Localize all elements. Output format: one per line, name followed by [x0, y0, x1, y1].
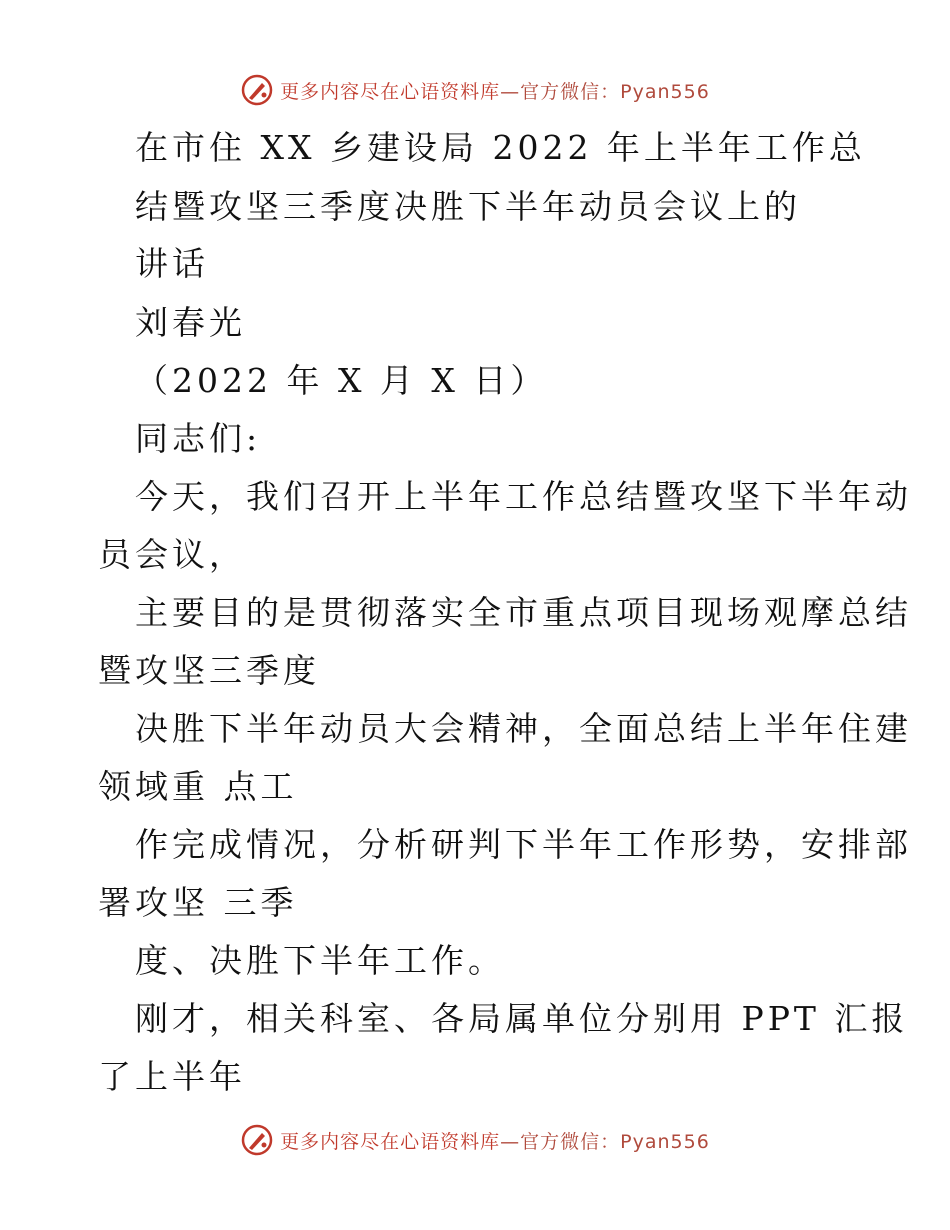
salutation: 同志们: [135, 419, 262, 458]
paragraph-line: 作完成情况，分析研判下半年工作形势，安排部 [135, 825, 912, 864]
paragraph-line: 署攻坚 三季 [98, 883, 298, 922]
footer-watermark-banner [0, 1120, 950, 1160]
paragraph-line: 了上半年 [98, 1057, 246, 1096]
watermark-main-text: 更多内容尽在心语资料库 [280, 80, 501, 103]
watermark-text [280, 1127, 710, 1154]
paragraph-line: 决胜下半年动员大会精神，全面总结上半年住建 [135, 709, 912, 748]
title-line-3: 讲话 [135, 244, 209, 283]
watermark-text [280, 77, 710, 104]
document-date: （2022 年 X 月 X 日） [135, 361, 548, 400]
header-watermark-banner [0, 70, 950, 110]
title-line-2: 结暨攻坚三季度决胜下半年动员会议上的 [135, 187, 801, 226]
paragraph-line: 度、决胜下半年工作。 [135, 941, 505, 980]
paragraph-line: 刚才，相关科室、各局属单位分别用 PPT 汇报 [135, 999, 909, 1038]
paragraph-line: 暨攻坚三季度 [98, 651, 320, 690]
paragraph-line: 领域重 点工 [98, 767, 298, 806]
title-line-1: 在市住 XX 乡建设局 2022 年上半年工作总 [135, 128, 866, 167]
quill-ink-logo-icon [240, 73, 274, 107]
watermark-wechat-text: 官方微信：Pyan556 [520, 80, 710, 103]
paragraph-line: 今天，我们召开上半年工作总结暨攻坚下半年动 [135, 477, 912, 516]
quill-ink-logo-icon [240, 1123, 274, 1157]
watermark-separator: — [500, 1130, 521, 1153]
paragraph-line: 主要目的是贯彻落实全市重点项目现场观摩总结 [135, 593, 912, 632]
watermark-separator: — [500, 80, 521, 103]
author-name: 刘春光 [135, 303, 246, 342]
watermark-main-text: 更多内容尽在心语资料库 [280, 1130, 501, 1153]
watermark-wechat-text: 官方微信：Pyan556 [520, 1130, 710, 1153]
paragraph-line: 员会议， [98, 535, 246, 574]
